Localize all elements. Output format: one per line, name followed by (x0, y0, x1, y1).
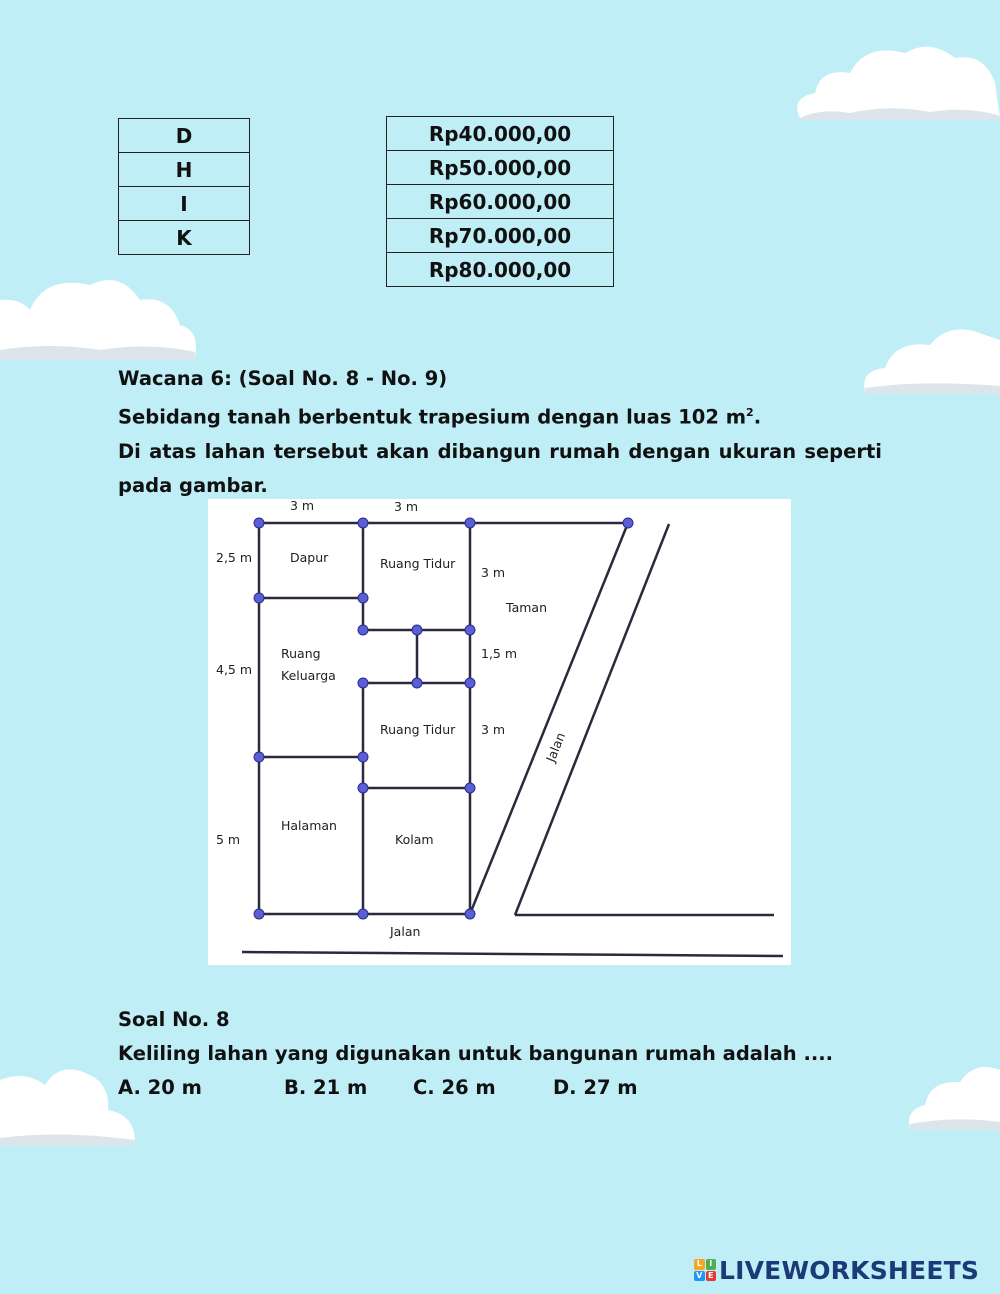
wacana-line-1-text: Sebidang tanah berbentuk trapesium dengan luas 102 m (118, 405, 747, 429)
label-ruang-keluarga-1: Ruang (281, 646, 321, 661)
floor-plan-figure (208, 499, 791, 965)
label-jalan-bottom: Jalan (390, 924, 421, 939)
label-dapur: Dapur (290, 550, 329, 565)
label-ruang-tidur-2: Ruang Tidur (380, 722, 456, 737)
option-a[interactable]: A. 20 m (118, 1076, 202, 1099)
dim-3-lower: 3 m (481, 722, 506, 737)
option-c[interactable]: C. 26 m (413, 1076, 496, 1099)
table-row (387, 117, 614, 151)
wacana-line-2: Di atas lahan tersebut akan dibangun rumah dengan ukuran seperti pada gambar. (118, 439, 882, 497)
table-row (119, 221, 250, 255)
wacana-line-1 (118, 396, 882, 435)
soal-section (118, 1003, 882, 1105)
dim-4-5: 4,5 m (216, 662, 253, 677)
soal-question: Keliling lahan yang digunakan untuk bangunan rumah adalah .... (118, 1042, 834, 1065)
label-kolam: Kolam (395, 832, 434, 847)
price-cell[interactable]: Rp50.000,00 (387, 151, 614, 185)
table-row (119, 187, 250, 221)
letters-table (118, 118, 250, 255)
label-jalan-diagonal: Jalan (542, 730, 569, 765)
area-superscript: 2 (746, 406, 754, 419)
plan-walls (242, 523, 783, 956)
wacana-line-1-end: . (753, 405, 762, 429)
table-row (119, 153, 250, 187)
label-taman: Taman (506, 600, 547, 615)
table-row (387, 151, 614, 185)
soal-heading: Soal No. 8 (118, 1008, 230, 1031)
logo-mark-v: V (694, 1271, 705, 1282)
price-cell[interactable]: Rp80.000,00 (387, 253, 614, 287)
dim-top-left: 3 m (290, 499, 315, 513)
table-row (387, 185, 614, 219)
label-ruang-keluarga-2: Keluarga (281, 668, 336, 683)
cloud-left-mid (0, 270, 200, 365)
cloud-right-bottom (905, 1060, 1000, 1135)
price-cell[interactable]: Rp60.000,00 (387, 185, 614, 219)
cloud-top-right (780, 38, 1000, 128)
wacana-heading: Wacana 6: (Soal No. 8 - No. 9) (118, 367, 448, 390)
label-ruang-tidur-1: Ruang Tidur (380, 556, 456, 571)
letter-cell[interactable]: I (119, 187, 250, 221)
table-row (119, 119, 250, 153)
dim-2-5: 2,5 m (216, 550, 253, 565)
dim-top-right: 3 m (394, 499, 419, 514)
prices-table (386, 116, 614, 287)
dim-3-upper: 3 m (481, 565, 506, 580)
letter-cell[interactable]: K (119, 221, 250, 255)
price-cell[interactable]: Rp70.000,00 (387, 219, 614, 253)
wacana-section (118, 362, 882, 503)
logo-mark-e: E (706, 1271, 717, 1282)
table-row (387, 219, 614, 253)
logo-mark-l: L (694, 1259, 705, 1270)
liveworksheets-logo[interactable] (694, 1254, 979, 1286)
logo-text: LIVEWORKSHEETS (719, 1255, 980, 1285)
option-d[interactable]: D. 27 m (553, 1076, 638, 1099)
soal-options (118, 1071, 882, 1105)
table-row (387, 253, 614, 287)
label-halaman: Halaman (281, 818, 337, 833)
letter-cell[interactable]: H (119, 153, 250, 187)
floor-plan-svg (208, 499, 791, 965)
logo-mark-icon (694, 1259, 716, 1281)
option-b[interactable]: B. 21 m (284, 1076, 368, 1099)
dim-1-5: 1,5 m (481, 646, 518, 661)
letter-cell[interactable]: D (119, 119, 250, 153)
price-cell[interactable]: Rp40.000,00 (387, 117, 614, 151)
plan-vertices (254, 518, 633, 919)
dim-5: 5 m (216, 832, 241, 847)
logo-mark-i: I (706, 1259, 717, 1270)
